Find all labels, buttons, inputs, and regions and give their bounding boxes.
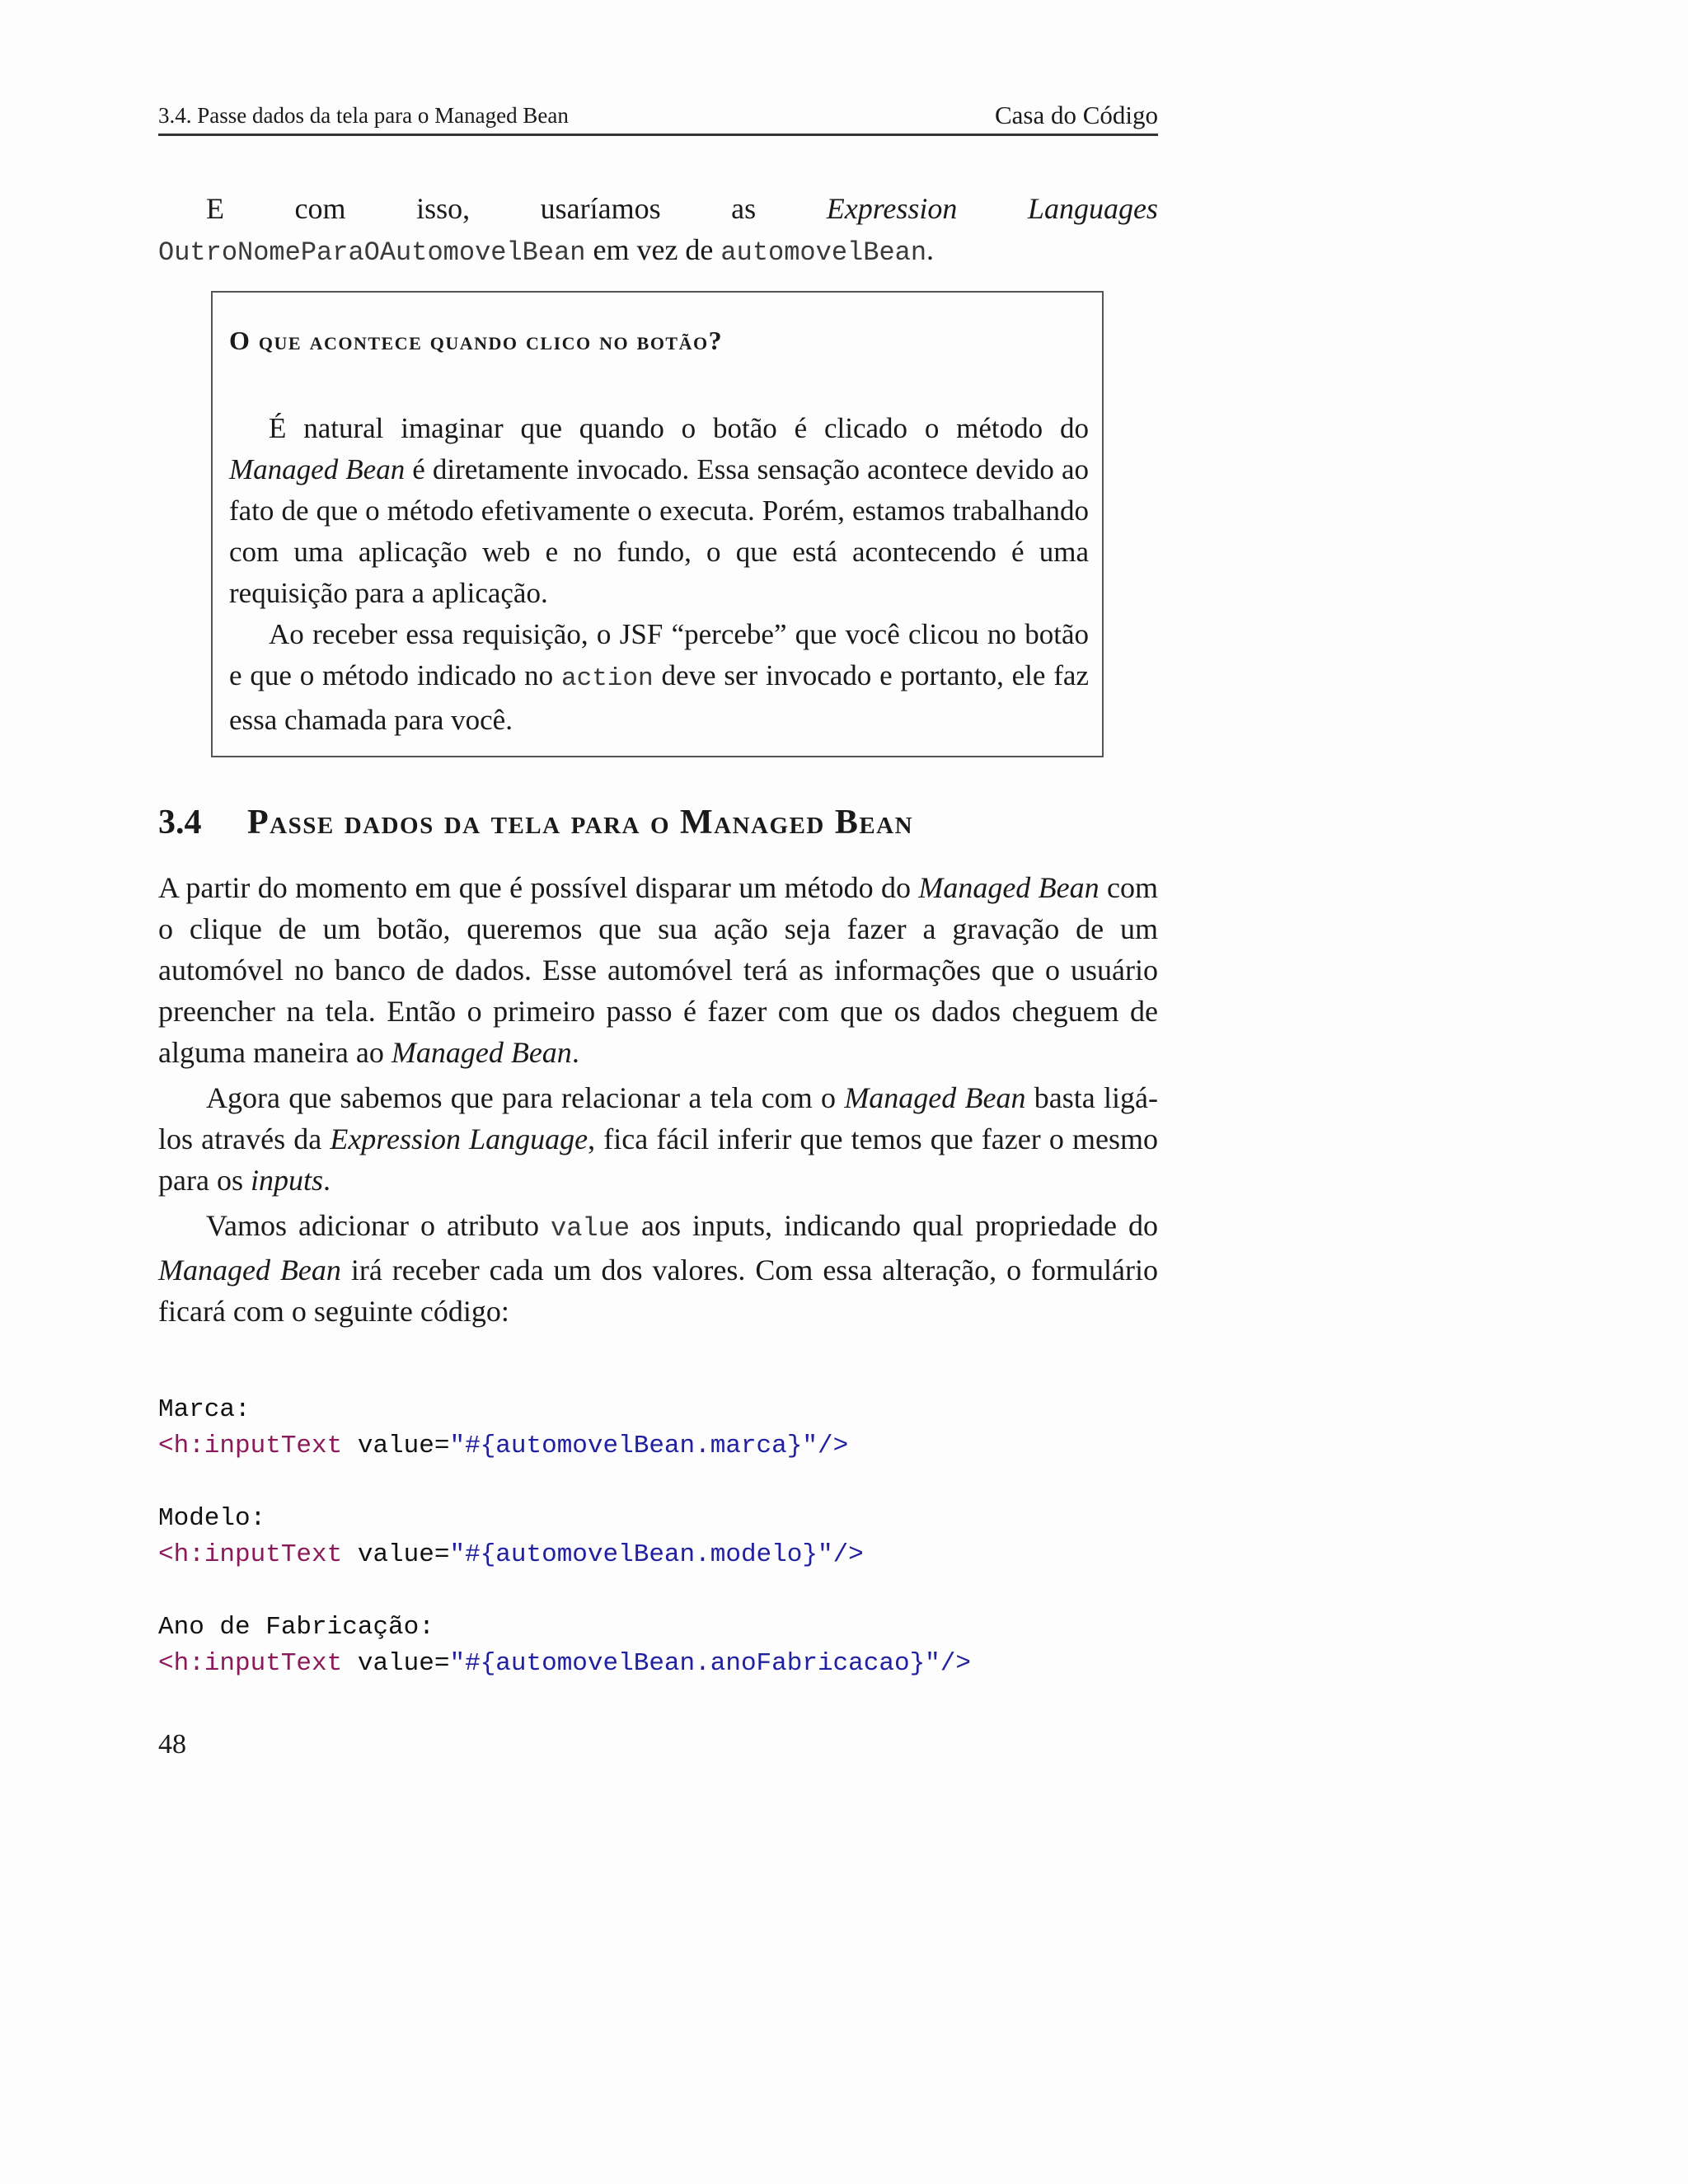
- emphasis: Managed Bean: [158, 1254, 341, 1286]
- callout-paragraph: [229, 408, 1089, 614]
- callout-title: O que acontece quando clico no botão?: [229, 326, 724, 355]
- intro-word: usaríamos: [540, 192, 661, 225]
- text: Vamos adicionar o atributo: [206, 1209, 551, 1242]
- code-string: "#{automovelBean.modelo}": [449, 1540, 833, 1569]
- code-label: Marca:: [158, 1395, 251, 1424]
- page-number: 48: [158, 1729, 186, 1760]
- emphasis: Managed Bean: [918, 871, 1100, 904]
- code-line: [158, 1428, 1158, 1465]
- code-tag: <h:inputText: [158, 1649, 343, 1678]
- inline-code: OutroNomeParaOAutomovelBean: [158, 237, 586, 268]
- emphasis: Managed Bean: [844, 1081, 1026, 1114]
- intro-word: as: [731, 192, 757, 225]
- inline-code: value: [551, 1213, 631, 1244]
- header-publisher: Casa do Código: [994, 101, 1158, 129]
- text: , fica fácil inferir que temos que fazer o mesmo para os: [158, 1122, 1158, 1197]
- code-line: [158, 1501, 1158, 1537]
- text: .: [571, 1036, 579, 1069]
- code-line: [158, 1646, 1158, 1682]
- code-attr: value=: [342, 1649, 450, 1678]
- callout-body: [229, 408, 1089, 741]
- section-number: 3.4: [158, 804, 202, 841]
- section-title: Passe dados da tela para o Managed Bean: [247, 804, 914, 841]
- code-listing: [158, 1356, 1158, 1755]
- section-heading: [158, 798, 1158, 847]
- code-line: [158, 1392, 1158, 1428]
- inline-code: action: [561, 664, 654, 693]
- section-body: [158, 867, 1158, 1336]
- code-string: "#{automovelBean.anoFabricacao}": [449, 1649, 940, 1678]
- intro-line-1: [158, 188, 1158, 229]
- text: A partir do momento em que é possível disparar um método do: [158, 871, 919, 904]
- intro-word: E: [206, 192, 224, 225]
- intro-text: .: [926, 233, 935, 266]
- code-tag: <h:inputText: [158, 1540, 343, 1569]
- intro-word: Languages: [1027, 192, 1158, 225]
- text: irá receber cada um dos valores. Com essa alteração, o formulário ficará com o seguinte código:: [158, 1254, 1159, 1328]
- text: Agora que sabemos que para relacionar a tela com o: [206, 1081, 845, 1114]
- intro-word: Expression: [826, 192, 958, 225]
- callout-paragraph: [229, 614, 1089, 741]
- emphasis: Managed Bean: [229, 453, 406, 485]
- code-label: Ano de Fabricação:: [158, 1613, 434, 1642]
- header-chapter-title: 3.4. Passe dados da tela para o Managed Bean: [158, 103, 569, 128]
- code-tag: <h:inputText: [158, 1432, 343, 1460]
- body-paragraph: [158, 1077, 1158, 1201]
- code-line: [158, 1537, 1158, 1573]
- body-paragraph: [158, 867, 1158, 1073]
- code-tag-close: />: [832, 1540, 864, 1569]
- intro-text: em vez de: [593, 233, 714, 266]
- emphasis: Expression Language: [330, 1122, 588, 1155]
- code-blank-line: [158, 1465, 1158, 1501]
- text: aos inputs, indicando qual propriedade do: [630, 1209, 1159, 1242]
- text: com o clique de um botão, queremos que sua ação seja fazer a gravação de um automóvel no banco de dados. Esse automóvel terá as informações que o usuário preencher na tela. Então o primeiro passo é fazer com que os dados cheguem de alguma maneira ao: [158, 871, 1158, 1069]
- inline-code: automovelBean: [720, 237, 927, 268]
- text: .: [322, 1164, 331, 1197]
- text: deve ser invocado e portanto, ele faz essa chamada para você.: [229, 659, 1089, 736]
- code-blank-line: [158, 1573, 1158, 1610]
- code-attr: value=: [342, 1540, 450, 1569]
- code-tag-close: />: [817, 1432, 849, 1460]
- intro-paragraph: [158, 188, 1158, 270]
- callout-box: [211, 291, 1104, 757]
- running-header: [158, 97, 1158, 136]
- code-line: [158, 1610, 1158, 1646]
- text: É natural imaginar que quando o botão é clicado o método do: [269, 412, 1089, 444]
- body-paragraph: [158, 1205, 1158, 1332]
- text: Ao receber essa requisição, o JSF “percebe” que você clicou no botão e que o método indicado no: [229, 618, 1089, 691]
- code-string: "#{automovelBean.marca}": [449, 1432, 818, 1460]
- code-attr: value=: [342, 1432, 450, 1460]
- intro-word: isso,: [416, 192, 471, 225]
- intro-line-2: [158, 229, 1158, 270]
- text: é diretamente invocado. Essa sensação acontece devido ao fato de que o método efetivamente o executa. Porém, estamos trabalhando com uma aplicação web e no fundo, o que está acontecendo é uma requisição para a aplicação.: [229, 453, 1089, 609]
- intro-word: com: [294, 192, 346, 225]
- code-label: Modelo:: [158, 1504, 266, 1533]
- code-tag-close: />: [940, 1649, 971, 1678]
- text: basta ligá-los através da: [158, 1081, 1158, 1155]
- emphasis: inputs: [250, 1164, 323, 1197]
- emphasis: Managed Bean: [391, 1036, 572, 1069]
